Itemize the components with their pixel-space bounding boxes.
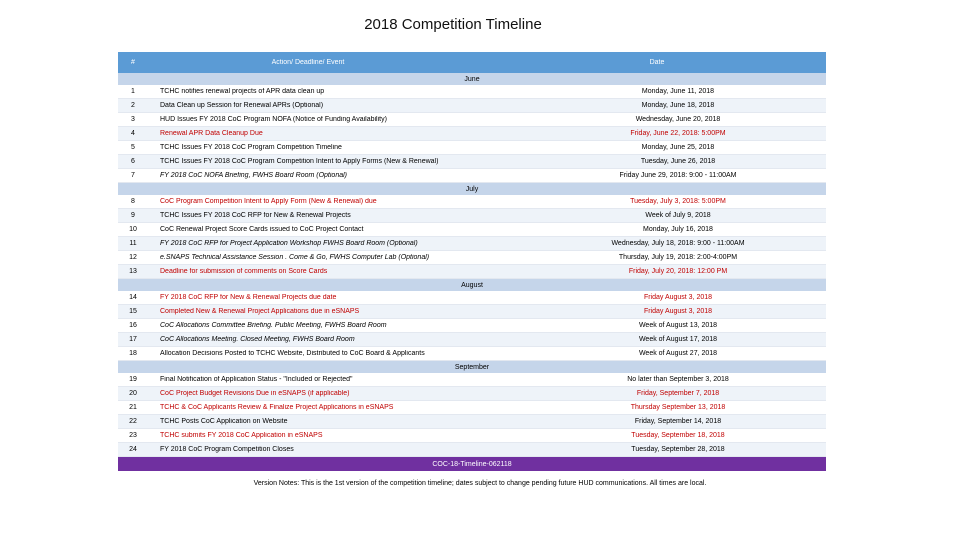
row-number: 18: [129, 350, 137, 357]
row-action: Renewal APR Data Cleanup Due: [160, 130, 263, 137]
row-action: e.SNAPS Technical Assistance Session . Come & Go, FWHS Computer Lab (Optional): [160, 254, 430, 261]
row-number: 12: [129, 254, 137, 261]
table-row: [118, 429, 826, 443]
table-row: [118, 415, 826, 429]
row-number: 10: [129, 226, 137, 233]
table-row: [118, 209, 826, 223]
table-row: [118, 305, 826, 319]
table-row: [118, 99, 826, 113]
row-date: Tuesday, September 28, 2018: [631, 446, 725, 453]
table-row: [118, 333, 826, 347]
row-action: TCHC Posts CoC Application on Website: [160, 418, 288, 425]
table-row: [118, 85, 826, 99]
row-date: Friday, July 20, 2018: 12:00 PM: [628, 268, 728, 275]
row-date: Thursday, July 19, 2018: 2:00-4:00PM: [618, 254, 738, 261]
table-row: [118, 401, 826, 415]
row-action: CoC Project Budget Revisions Due in eSNAPS (if applicable): [160, 390, 350, 397]
table-body: [118, 73, 826, 457]
table-row: [118, 113, 826, 127]
row-date: Friday, September 14, 2018: [634, 418, 722, 425]
row-action: TCHC Issues FY 2018 CoC Program Competition Intent to Apply Forms (New & Renewal): [160, 158, 439, 165]
row-action: FY 2018 CoC Program Competition Closes: [160, 446, 294, 453]
row-action: CoC Allocations Meeting. Closed Meeting, FWHS Board Room: [160, 336, 355, 343]
row-date: Tuesday, July 3, 2018: 5:00PM: [630, 198, 726, 205]
row-number: 16: [129, 322, 137, 329]
row-date: Week of August 13, 2018: [638, 322, 718, 329]
row-number: 6: [131, 158, 135, 165]
timeline-table: [118, 52, 826, 471]
version-notes: Version Notes: This is the 1st version of the competition timeline; dates subject to change pending future HUD communications. All times are local.: [253, 480, 707, 487]
table-header-row: [118, 52, 826, 73]
table-footer: COC-18-Timeline-062118: [118, 457, 826, 471]
row-number: 7: [131, 172, 135, 179]
table-row: [118, 237, 826, 251]
row-date: No later than September 3, 2018: [627, 376, 729, 383]
row-number: 19: [129, 376, 137, 383]
table-row: [118, 223, 826, 237]
row-number: 23: [129, 432, 137, 439]
table-row: [118, 251, 826, 265]
row-number: 5: [131, 144, 135, 151]
row-number: 17: [129, 336, 137, 343]
row-date: Week of August 17, 2018: [638, 336, 718, 343]
row-action: FY 2018 CoC NOFA Briefing, FWHS Board Room (Optional): [160, 172, 347, 179]
table-row: [118, 319, 826, 333]
header-num: #: [131, 59, 135, 66]
row-number: 14: [129, 294, 137, 301]
header-action: Action/ Deadline/ Event: [271, 59, 345, 66]
row-number: 8: [131, 198, 135, 205]
table-row: [118, 387, 826, 401]
month-band: September: [118, 361, 826, 373]
row-number: 4: [131, 130, 135, 137]
row-action: HUD Issues FY 2018 CoC Program NOFA (Notice of Funding Availability): [160, 116, 387, 123]
row-number: 2: [131, 102, 135, 109]
month-band: June: [118, 73, 826, 85]
row-date: Friday June 29, 2018: 9:00 - 11:00AM: [619, 172, 737, 179]
row-date: Week of July 9, 2018: [645, 212, 711, 219]
row-date: Monday, July 16, 2018: [643, 226, 713, 233]
row-action: TCHC Issues FY 2018 CoC RFP for New & Renewal Projects: [160, 212, 351, 219]
row-action: Final Notification of Application Status - "Included or Rejected": [160, 376, 353, 383]
row-number: 3: [131, 116, 135, 123]
row-action: TCHC notifies renewal projects of APR data clean up: [160, 88, 325, 95]
row-date: Friday, June 22, 2018: 5:00PM: [630, 130, 726, 137]
row-date: Wednesday, June 20, 2018: [635, 116, 721, 123]
row-number: 13: [129, 268, 137, 275]
table-row: [118, 443, 826, 457]
row-date: Wednesday, July 18, 2018: 9:00 - 11:00AM: [611, 240, 745, 247]
table-row: [118, 373, 826, 387]
row-action: Allocation Decisions Posted to TCHC Website, Distributed to CoC Board & Applicants: [160, 350, 425, 357]
row-number: 22: [129, 418, 137, 425]
row-date: Monday, June 11, 2018: [641, 88, 715, 95]
row-date: Thursday September 13, 2018: [630, 404, 726, 411]
row-number: 24: [129, 446, 137, 453]
row-action: TCHC Issues FY 2018 CoC Program Competition Timeline: [160, 144, 342, 151]
row-date: Friday, September 7, 2018: [636, 390, 720, 397]
month-band: July: [118, 183, 826, 195]
row-action: CoC Allocations Committee Briefing. Public Meeting, FWHS Board Room: [160, 322, 387, 329]
table-row: [118, 169, 826, 183]
row-number: 11: [129, 240, 137, 247]
table-row: [118, 291, 826, 305]
header-date: Date: [649, 59, 665, 66]
row-action: Deadline for submission of comments on Score Cards: [160, 268, 328, 275]
row-number: 1: [131, 88, 135, 95]
row-number: 15: [129, 308, 137, 315]
row-number: 20: [129, 390, 137, 397]
row-number: 21: [129, 404, 137, 411]
page-title: 2018 Competition Timeline: [364, 16, 542, 33]
table-row: [118, 347, 826, 361]
row-date: Friday August 3, 2018: [643, 308, 713, 315]
row-action: Data Clean up Session for Renewal APRs (Optional): [160, 102, 324, 109]
table-row: [118, 141, 826, 155]
row-date: Week of August 27, 2018: [638, 350, 718, 357]
row-number: 9: [131, 212, 135, 219]
row-action: TCHC submits FY 2018 CoC Application in eSNAPS: [160, 432, 323, 439]
row-action: Completed New & Renewal Project Applications due in eSNAPS: [160, 308, 360, 315]
row-date: Monday, June 18, 2018: [641, 102, 715, 109]
row-action: TCHC & CoC Applicants Review & Finalize Project Applications in eSNAPS: [160, 404, 394, 411]
row-date: Monday, June 25, 2018: [641, 144, 715, 151]
row-action: FY 2018 CoC RFP for New & Renewal Projects due date: [160, 294, 337, 301]
table-row: [118, 155, 826, 169]
table-row: [118, 265, 826, 279]
table-row: [118, 127, 826, 141]
row-date: Tuesday, June 26, 2018: [640, 158, 716, 165]
row-date: Friday August 3, 2018: [643, 294, 713, 301]
table-row: [118, 195, 826, 209]
row-action: FY 2018 CoC RFP for Project Application Workshop FWHS Board Room (Optional): [160, 240, 418, 247]
row-action: CoC Renewal Project Score Cards issued to CoC Project Contact: [160, 226, 364, 233]
row-action: CoC Program Competition Intent to Apply Form (New & Renewal) due: [160, 198, 377, 205]
month-band: August: [118, 279, 826, 291]
row-date: Tuesday, September 18, 2018: [631, 432, 725, 439]
